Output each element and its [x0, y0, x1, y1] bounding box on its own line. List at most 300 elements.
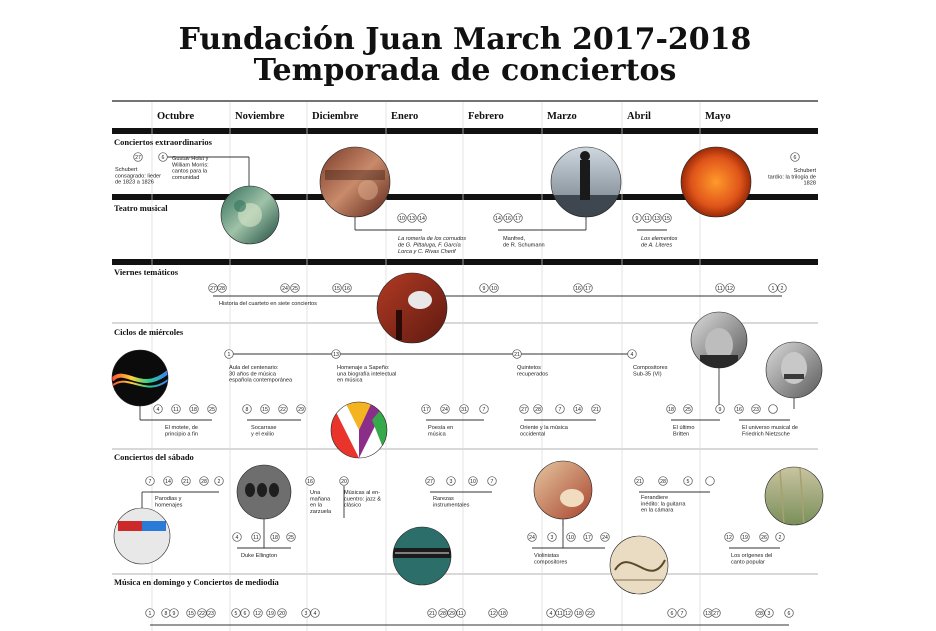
date-marker: [426, 477, 435, 486]
section-label-sabado: Conciertos del sábado: [114, 452, 194, 462]
date-marker: [441, 405, 450, 414]
event-text-compositores: Compositores: [633, 365, 668, 371]
date-label: 21: [514, 351, 520, 358]
event-text-cuarteto: Historia del cuarteto en siete conciertos: [219, 301, 317, 307]
event-text-schubert_left: de 1823 a 1826: [115, 179, 154, 186]
date-marker: [200, 477, 209, 486]
date-marker: [302, 609, 311, 618]
date-label: 7: [680, 610, 684, 617]
event-text-socarrase: Socarrase: [251, 425, 277, 431]
date-label: 27: [521, 406, 527, 413]
date-marker: [520, 405, 529, 414]
date-label: 14: [495, 215, 501, 222]
event-text-origenes: Los orígenes del: [731, 553, 773, 559]
date-label: 14: [419, 215, 425, 222]
date-marker: [480, 405, 489, 414]
date-label: 12: [565, 610, 571, 617]
date-marker: [601, 533, 610, 542]
date-label: 10: [568, 534, 574, 541]
date-label: 18: [500, 610, 506, 617]
date-label: 25: [209, 406, 215, 413]
date-marker: [488, 477, 497, 486]
date-label: 18: [272, 534, 278, 541]
date-label: 17: [423, 406, 429, 413]
event-text-holst: comunidad: [172, 174, 200, 181]
date-label: 7: [482, 406, 486, 413]
date-marker: [243, 405, 252, 414]
date-label: 22: [199, 610, 205, 617]
date-label: 24: [602, 534, 608, 541]
date-marker: [547, 609, 556, 618]
section-label-miercoles: Ciclos de miércoles: [114, 327, 184, 337]
date-label: 11: [173, 406, 179, 413]
date-marker: [556, 405, 565, 414]
date-marker: [233, 533, 242, 542]
date-marker: [208, 405, 217, 414]
date-label: 11: [458, 610, 464, 617]
bass-guitar-image: [393, 527, 451, 585]
date-label: 6: [787, 610, 791, 617]
date-marker: [684, 477, 693, 486]
date-label: 4: [156, 406, 160, 413]
date-label: 27: [427, 478, 433, 485]
event-text-zarzuela: mañana: [310, 496, 331, 503]
britten-portrait-image: [691, 312, 747, 375]
date-marker: [668, 609, 677, 618]
date-marker: [769, 284, 778, 293]
date-label: 10: [399, 215, 405, 222]
date-label: 29: [449, 610, 455, 617]
month-label-7: Mayo: [705, 111, 731, 122]
event-text-manfred: Manfred,: [503, 236, 526, 242]
date-label: 22: [587, 610, 593, 617]
date-label: 24: [282, 285, 288, 292]
date-marker: [241, 609, 250, 618]
date-label: 24: [442, 406, 448, 413]
date-label: 11: [557, 610, 563, 617]
date-marker: [574, 405, 583, 414]
date-label: 7: [558, 406, 562, 413]
date-marker: [574, 284, 583, 293]
date-label: 5: [234, 610, 238, 617]
date-label: 31: [461, 406, 467, 413]
date-marker: [207, 609, 216, 618]
date-marker: [332, 350, 341, 359]
date-label: 9: [172, 610, 176, 617]
event-text-quintetos: recuperados: [517, 371, 549, 378]
month-label-4: Febrero: [468, 111, 504, 122]
date-label: 16: [505, 215, 511, 222]
date-label: 17: [585, 285, 591, 292]
date-marker: [170, 609, 179, 618]
date-marker: [418, 214, 427, 223]
date-label: 5: [686, 478, 690, 485]
date-marker: [765, 609, 774, 618]
date-marker: [439, 609, 448, 618]
date-marker: [756, 609, 765, 618]
date-marker: [791, 153, 800, 162]
date-marker: [187, 609, 196, 618]
event-text-safo: Homenaje a Sapeño:: [337, 365, 390, 371]
date-label: 3: [767, 610, 771, 617]
date-label: 9: [635, 215, 639, 222]
date-label: 3: [304, 610, 308, 617]
date-label: 15: [262, 406, 268, 413]
date-label: 26: [761, 534, 767, 541]
date-label: 25: [288, 534, 294, 541]
date-marker: [232, 609, 241, 618]
date-marker: [343, 284, 352, 293]
date-label: 2: [778, 534, 782, 541]
sound-wave-image: [112, 350, 168, 406]
date-marker: [706, 477, 715, 486]
event-text-ferandiere: inédito: la guitarra: [641, 501, 686, 508]
date-marker: [643, 214, 652, 223]
date-marker: [333, 284, 342, 293]
date-label: 27: [210, 285, 216, 292]
event-text-safo: en música: [337, 377, 363, 384]
date-marker: [760, 533, 769, 542]
date-marker: [218, 284, 227, 293]
date-label: 1: [227, 351, 231, 358]
date-label: 10: [491, 285, 497, 292]
date-marker: [287, 533, 296, 542]
date-label: 7: [490, 478, 494, 485]
date-marker: [548, 533, 557, 542]
title-line-1: Fundación Juan March 2017-2018: [178, 22, 752, 57]
date-marker: [528, 533, 537, 542]
date-marker: [422, 405, 431, 414]
date-marker: [663, 214, 672, 223]
date-label: 6: [243, 610, 247, 617]
date-marker: [494, 214, 503, 223]
date-marker: [556, 609, 565, 618]
event-text-quintetos: Quintetos: [517, 365, 541, 371]
date-marker: [635, 477, 644, 486]
event-text-aula: Aula del centenario:: [229, 365, 279, 371]
date-marker: [408, 214, 417, 223]
date-marker: [146, 609, 155, 618]
date-label: 4: [235, 534, 239, 541]
date-label: 16: [736, 406, 742, 413]
date-marker: [159, 153, 168, 162]
masked-face-image: [114, 508, 170, 564]
date-marker: [726, 284, 735, 293]
date-label: 3: [449, 478, 453, 485]
date-label: 8: [164, 610, 168, 617]
date-marker: [297, 405, 306, 414]
date-marker: [678, 609, 687, 618]
event-text-socarrase: y el exilio: [251, 431, 275, 438]
date-marker: [490, 284, 499, 293]
event-text-nietzsche: Friedrich Nietzsche: [742, 431, 790, 438]
title-line-2: Temporada de conciertos: [253, 53, 677, 88]
date-label: 9: [482, 285, 486, 292]
date-label: 12: [726, 534, 732, 541]
event-text-schubert_right: tardío: la trilogía de: [768, 174, 816, 181]
event-text-motete: principio a fin: [165, 431, 198, 438]
date-marker: [460, 405, 469, 414]
date-marker: [741, 533, 750, 542]
date-marker: [684, 405, 693, 414]
date-label: 27: [713, 610, 719, 617]
date-marker: [504, 214, 513, 223]
event-text-jazz: Músicas al en-: [344, 490, 381, 496]
event-text-poesia: Poesía en: [428, 425, 454, 431]
date-label: 2: [217, 478, 221, 485]
month-label-5: Marzo: [547, 111, 577, 122]
event-text-elementos: de A. Literes: [641, 242, 673, 249]
date-label: 25: [685, 406, 691, 413]
date-label: 20: [341, 478, 347, 485]
date-marker: [499, 609, 508, 618]
date-label: 28: [757, 610, 763, 617]
event-text-rarezas: instrumentales: [433, 502, 470, 509]
date-label: 27: [135, 154, 141, 161]
date-marker: [198, 609, 207, 618]
event-text-holst: William Morris:: [172, 162, 209, 169]
date-marker: [584, 533, 593, 542]
date-label: 19: [268, 610, 274, 617]
date-label: 11: [717, 285, 723, 292]
date-label: 12: [727, 285, 733, 292]
guitar-sheet-music-image: [610, 536, 668, 594]
date-label: 8: [245, 406, 249, 413]
date-marker: [769, 405, 778, 414]
section-label-domingo: Música en domingo y Conciertos de mediodía: [114, 577, 279, 587]
date-label: 21: [183, 478, 189, 485]
date-marker: [575, 609, 584, 618]
date-label: 14: [165, 478, 171, 485]
date-marker: [778, 284, 787, 293]
month-label-6: Abril: [627, 111, 651, 122]
hands-instrument-image: [534, 461, 592, 519]
violin-image: [377, 273, 447, 343]
date-label: 24: [529, 534, 535, 541]
event-text-safo: una biografía intelectual: [337, 371, 397, 378]
date-marker: [712, 609, 721, 618]
date-marker: [776, 533, 785, 542]
date-label: 17: [585, 534, 591, 541]
date-marker: [752, 405, 761, 414]
date-marker: [469, 477, 478, 486]
event-text-manfred: de R. Schumann: [503, 242, 545, 249]
wanderer-painting-image: [551, 147, 621, 220]
date-label: 17: [515, 215, 521, 222]
date-label: 16: [344, 285, 350, 292]
event-text-holst: cantos para la: [172, 168, 208, 175]
date-marker: [584, 284, 593, 293]
event-text-britten: El último: [673, 425, 695, 431]
date-label: 13: [409, 215, 415, 222]
date-marker: [564, 609, 573, 618]
date-label: 22: [280, 406, 286, 413]
date-label: 21: [593, 406, 599, 413]
date-label: 18: [191, 406, 197, 413]
date-label: 4: [549, 610, 553, 617]
date-label: 28: [219, 285, 225, 292]
date-marker: [513, 350, 522, 359]
date-label: 2: [780, 285, 784, 292]
date-marker: [716, 405, 725, 414]
date-marker: [447, 477, 456, 486]
date-marker: [279, 405, 288, 414]
event-text-zarzuela: en la: [310, 502, 323, 509]
date-marker: [340, 477, 349, 486]
date-marker: [225, 350, 234, 359]
date-label: 16: [575, 285, 581, 292]
date-label: 1: [771, 285, 775, 292]
section-label-extra: Conciertos extraordinarios: [114, 137, 212, 147]
wheat-field-image: [765, 467, 823, 525]
date-label: 12: [490, 610, 496, 617]
carved-wood-image: [320, 147, 390, 217]
date-marker: [659, 477, 668, 486]
date-label: 28: [440, 610, 446, 617]
event-text-aula: española contemporánea: [229, 377, 293, 384]
date-label: 16: [307, 478, 313, 485]
date-marker: [489, 609, 498, 618]
date-label: 23: [753, 406, 759, 413]
event-text-zarzuela: zarzuela: [310, 508, 332, 515]
event-text-elementos: Los elementos: [641, 236, 678, 242]
date-marker: [182, 477, 191, 486]
event-text-romeria: de G. Pittaluga, F. García: [398, 242, 461, 249]
date-marker: [172, 405, 181, 414]
date-marker: [567, 533, 576, 542]
event-text-britten: Britten: [673, 431, 690, 438]
colorful-abstract-image: [331, 402, 387, 458]
event-text-romeria: Lorca y C. Rivas Cherif: [398, 249, 456, 255]
date-marker: [534, 405, 543, 414]
date-label: 21: [636, 478, 642, 485]
date-marker: [154, 405, 163, 414]
date-marker: [254, 609, 263, 618]
date-marker: [633, 214, 642, 223]
date-label: 29: [298, 406, 304, 413]
date-marker: [306, 477, 315, 486]
event-text-parodias: Parodias y: [155, 496, 182, 502]
date-marker: [785, 609, 794, 618]
event-text-violinistas: Violinistas: [534, 553, 560, 559]
date-label: 21: [429, 610, 435, 617]
month-label-0: Octubre: [157, 111, 195, 122]
date-marker: [428, 609, 437, 618]
date-marker: [716, 284, 725, 293]
textile-pattern-image: [221, 186, 279, 244]
date-marker: [398, 214, 407, 223]
event-text-oriente: occidental: [520, 431, 546, 438]
date-label: 25: [292, 285, 298, 292]
event-text-ferandiere: en la cámara: [641, 507, 674, 514]
event-text-poesia: música: [428, 431, 446, 438]
nietzsche-portrait-image: [766, 342, 822, 398]
date-label: 4: [313, 610, 317, 617]
event-text-motete: El motete, de: [165, 425, 198, 431]
date-marker: [480, 284, 489, 293]
date-marker: [448, 609, 457, 618]
date-marker: [667, 405, 676, 414]
section-label-viernes: Viernes temáticos: [114, 267, 179, 277]
date-label: 15: [334, 285, 340, 292]
date-marker: [725, 533, 734, 542]
event-text-schubert_right: 1828: [803, 180, 816, 187]
event-text-nietzsche: El universo musical de: [742, 425, 798, 431]
date-marker: [592, 405, 601, 414]
date-marker: [291, 284, 300, 293]
date-label: 7: [148, 478, 152, 485]
event-text-zarzuela: Una: [310, 490, 321, 496]
month-label-2: Diciembre: [312, 111, 359, 122]
date-label: 18: [668, 406, 674, 413]
date-marker: [162, 609, 171, 618]
date-marker: [215, 477, 224, 486]
date-label: 28: [660, 478, 666, 485]
event-text-schubert_left: Schubert: [115, 167, 138, 173]
event-text-schubert_left: consagrado: lieder: [115, 173, 162, 180]
date-marker: [514, 214, 523, 223]
event-text-ellington: Duke Ellington: [241, 553, 278, 559]
event-text-holst: Gustav Holst y: [172, 156, 209, 162]
date-label: 28: [535, 406, 541, 413]
date-label: 6: [670, 610, 674, 617]
section-label-teatro: Teatro musical: [114, 203, 168, 213]
date-marker: [735, 405, 744, 414]
date-marker: [628, 350, 637, 359]
date-label: 20: [279, 610, 285, 617]
date-marker: [134, 153, 143, 162]
date-label: 15: [664, 215, 670, 222]
date-label: 3: [550, 534, 554, 541]
month-label-3: Enero: [391, 111, 419, 122]
date-label: 28: [201, 478, 207, 485]
month-label-1: Noviembre: [235, 111, 285, 122]
event-text-schubert_right: Schubert: [793, 168, 816, 174]
date-label: 23: [208, 610, 214, 617]
date-label: 14: [575, 406, 581, 413]
sun-image: [681, 147, 751, 217]
date-marker: [146, 477, 155, 486]
date-marker: [271, 533, 280, 542]
event-text-romeria: La romería de los cornudos: [398, 236, 467, 242]
event-text-ferandiere: Ferandiere: [641, 495, 669, 501]
event-text-violinistas: compositores: [534, 559, 568, 566]
date-marker: [190, 405, 199, 414]
date-label: 11: [253, 534, 259, 541]
date-label: 15: [188, 610, 194, 617]
date-label: 1: [148, 610, 152, 617]
date-marker: [267, 609, 276, 618]
event-text-jazz: clásico: [344, 502, 362, 509]
event-text-origenes: canto popular: [731, 559, 765, 566]
date-label: 13: [705, 610, 711, 617]
date-label: 6: [793, 154, 797, 161]
date-label: 12: [255, 610, 261, 617]
date-marker: [252, 533, 261, 542]
date-marker: [586, 609, 595, 618]
date-label: 11: [644, 215, 650, 222]
date-marker: [281, 284, 290, 293]
date-marker: [311, 609, 320, 618]
date-label: 9: [718, 406, 722, 413]
section-bar-viernes: [112, 259, 818, 265]
event-text-rarezas: Rarezas: [433, 496, 454, 502]
event-text-jazz: cuentro: jazz &: [344, 496, 381, 503]
date-label: 6: [161, 154, 165, 161]
date-marker: [164, 477, 173, 486]
date-label: 18: [576, 610, 582, 617]
date-marker: [209, 284, 218, 293]
